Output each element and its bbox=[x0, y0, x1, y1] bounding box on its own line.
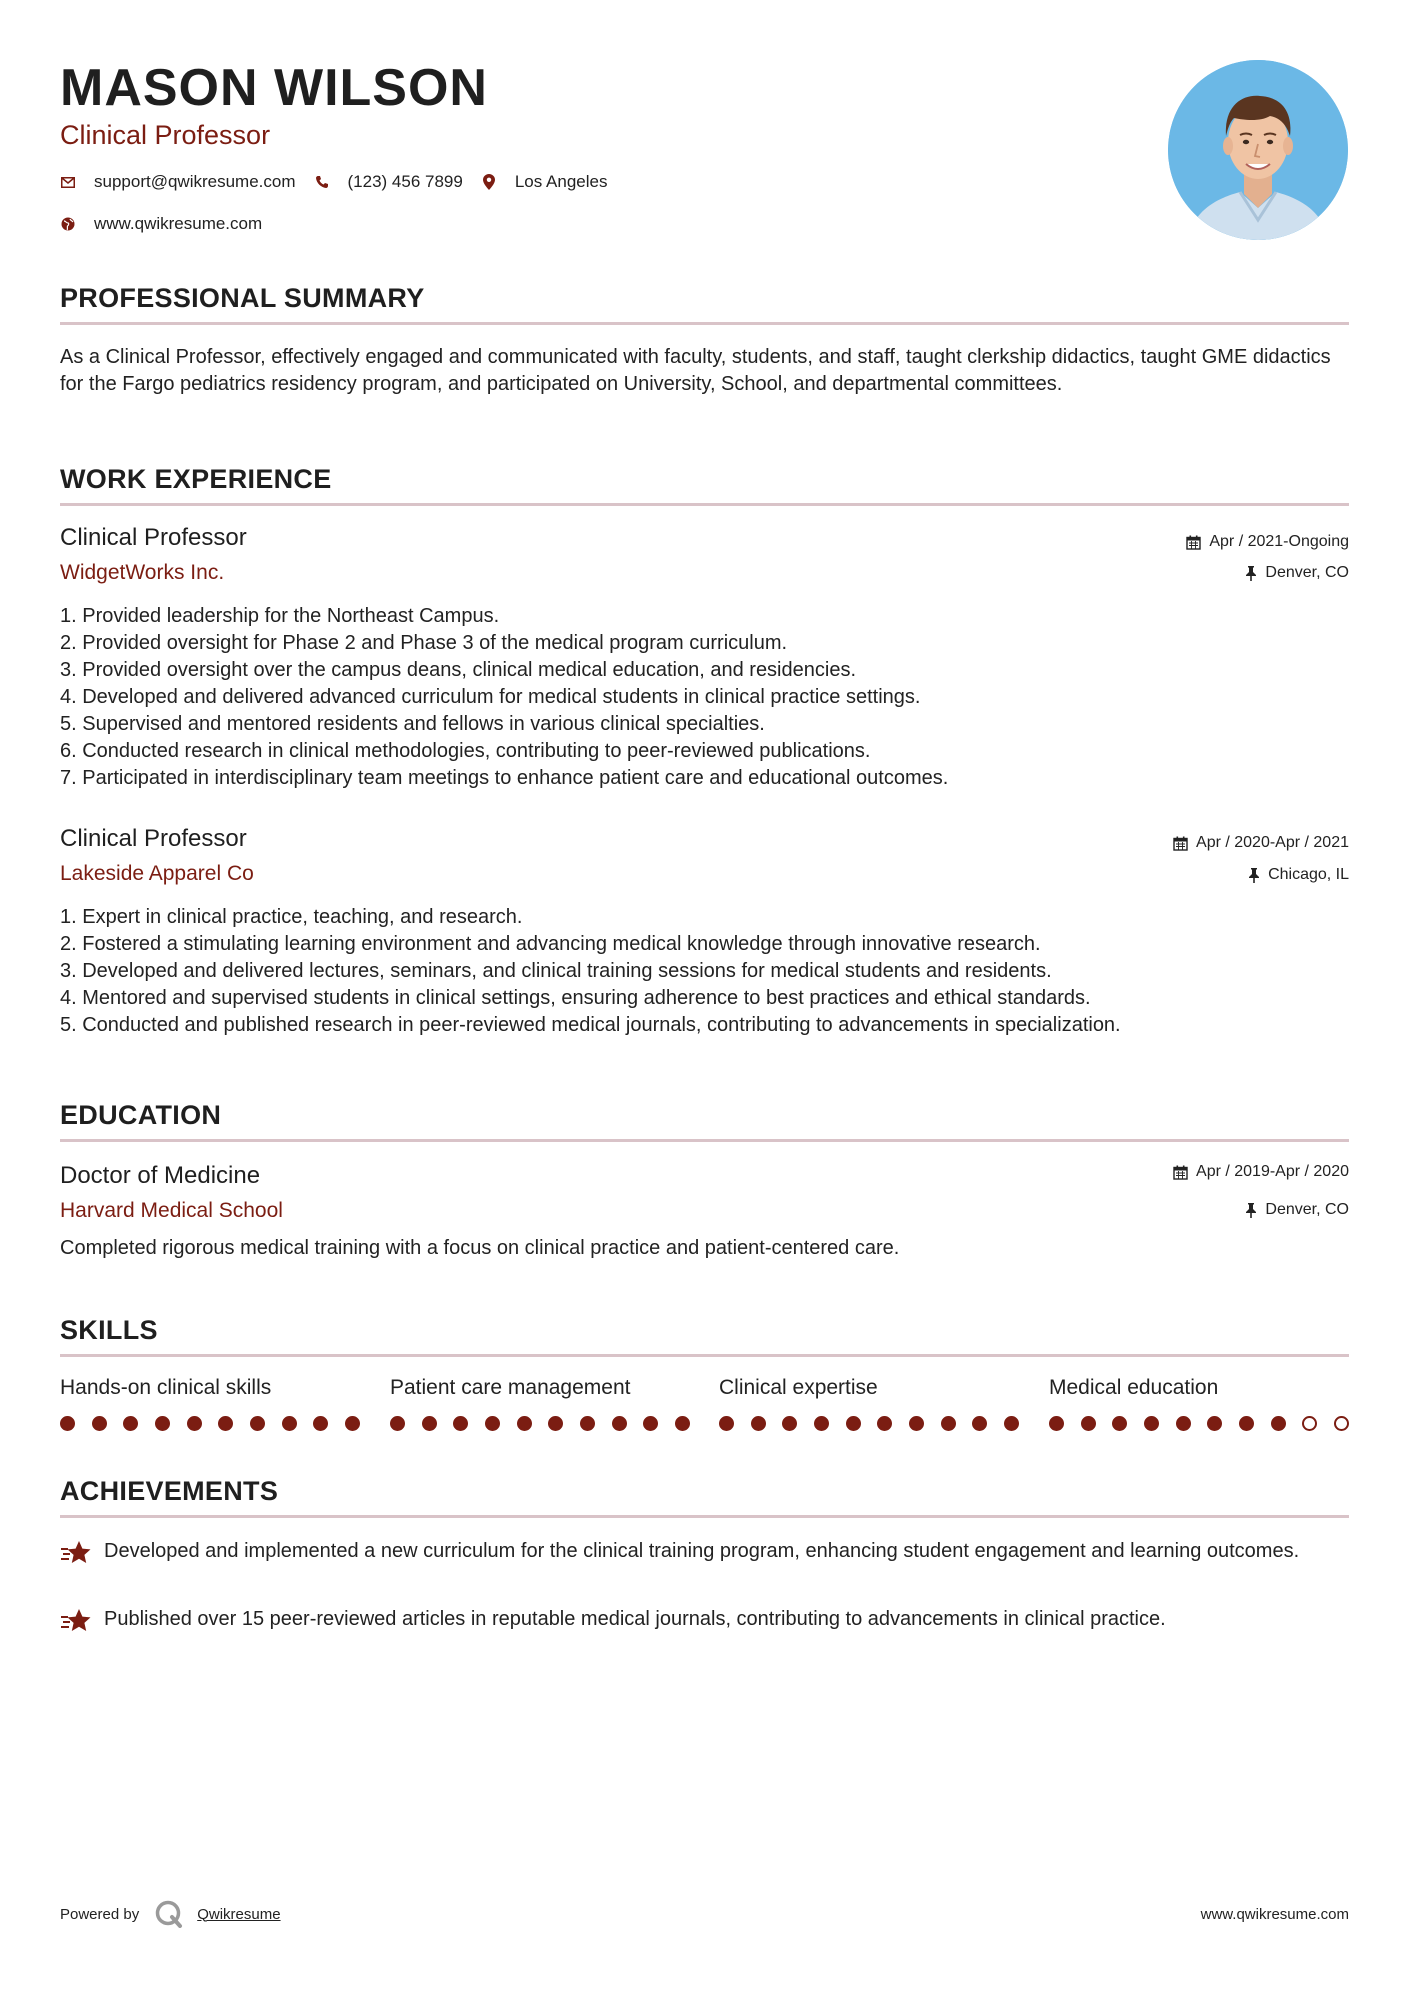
rating-dot-filled bbox=[1004, 1416, 1019, 1431]
skills-heading: SKILLS bbox=[60, 1315, 158, 1345]
job-1-location bbox=[1245, 564, 1349, 582]
job-2-responsibilities bbox=[60, 904, 1349, 1039]
rating-dot-filled bbox=[422, 1416, 437, 1431]
rating-dot-filled bbox=[643, 1416, 658, 1431]
star-icon bbox=[60, 1538, 92, 1568]
rating-dot-filled bbox=[517, 1416, 532, 1431]
rating-dot-filled bbox=[675, 1416, 690, 1431]
rating-dot-filled bbox=[218, 1416, 233, 1431]
list-item: 1. Provided leadership for the Northeast Campus. bbox=[60, 605, 500, 627]
rating-dot-filled bbox=[580, 1416, 595, 1431]
skill-1-rating bbox=[60, 1416, 360, 1431]
rating-dot-filled bbox=[1049, 1416, 1064, 1431]
skill-4 bbox=[1049, 1376, 1349, 1431]
rating-dot-filled bbox=[1081, 1416, 1096, 1431]
rating-dot-filled bbox=[877, 1416, 892, 1431]
skill-4-rating bbox=[1049, 1416, 1349, 1431]
rating-dot-filled bbox=[92, 1416, 107, 1431]
avatar bbox=[1168, 60, 1348, 240]
rating-dot-filled bbox=[60, 1416, 75, 1431]
list-item: 4. Mentored and supervised students in clinical settings, ensuring adherence to best practices and ethical standards. bbox=[60, 987, 1091, 1009]
summary-heading: PROFESSIONAL SUMMARY bbox=[60, 283, 425, 313]
list-item: 7. Participated in interdisciplinary team meetings to enhance patient care and educational outcomes. bbox=[60, 767, 949, 789]
achievements-divider bbox=[60, 1515, 1349, 1518]
summary-text: As a Clinical Professor, effectively engaged and communicated with faculty, students, and staff, taught clerkship didactics, taught GME didactics for the Fargo pediatrics residency program, and participated on University, School, and departmental committees. bbox=[60, 346, 1331, 395]
skill-1-name: Hands-on clinical skills bbox=[60, 1376, 272, 1399]
achievement-1 bbox=[60, 1538, 1349, 1568]
skill-3-name: Clinical expertise bbox=[719, 1376, 878, 1399]
job-1-company: WidgetWorks Inc. bbox=[60, 561, 225, 584]
achievement-2 bbox=[60, 1606, 1349, 1636]
education-dates-text: Apr / 2019-Apr / 2020 bbox=[1196, 1163, 1349, 1180]
contact-location bbox=[481, 172, 608, 192]
rating-dot-filled bbox=[548, 1416, 563, 1431]
candidate-title: Clinical Professor bbox=[60, 120, 271, 150]
map-pin-icon bbox=[481, 174, 497, 190]
list-item: 5. Supervised and mentored residents and fellows in various clinical specialties. bbox=[60, 713, 765, 735]
rating-dot-filled bbox=[345, 1416, 360, 1431]
list-item: 6. Conducted research in clinical methodologies, contributing to peer-reviewed publications. bbox=[60, 740, 871, 762]
rating-dot-empty bbox=[1334, 1416, 1349, 1431]
website-text: www.qwikresume.com bbox=[94, 214, 263, 233]
list-item: 2. Provided oversight for Phase 2 and Phase 3 of the medical program curriculum. bbox=[60, 632, 788, 654]
achievement-2-text: Published over 15 peer-reviewed articles in reputable medical journals, contributing to advancements in clinical practice. bbox=[104, 1608, 1166, 1630]
resume-page bbox=[60, 0, 1349, 1990]
skill-1 bbox=[60, 1376, 360, 1431]
skill-3-rating bbox=[719, 1416, 1019, 1431]
rating-dot-filled bbox=[846, 1416, 861, 1431]
job-2-dates bbox=[1173, 834, 1349, 852]
achievement-1-text: Developed and implemented a new curriculum for the clinical training program, enhancing student engagement and learning outcomes. bbox=[104, 1540, 1300, 1562]
job-2-dates-text: Apr / 2020-Apr / 2021 bbox=[1196, 834, 1349, 851]
pushpin-icon bbox=[1248, 868, 1260, 883]
skills-divider bbox=[60, 1354, 1349, 1357]
list-item: 3. Provided oversight over the campus deans, clinical medical education, and residencies. bbox=[60, 659, 856, 681]
envelope-icon bbox=[60, 174, 76, 190]
contact-website[interactable] bbox=[60, 214, 262, 234]
rating-dot-filled bbox=[751, 1416, 766, 1431]
rating-dot-filled bbox=[814, 1416, 829, 1431]
contact-row-1 bbox=[60, 172, 625, 192]
list-item: 2. Fostered a stimulating learning environment and advancing medical knowledge through innovative research. bbox=[60, 933, 1041, 955]
skill-2-name: Patient care management bbox=[390, 1376, 631, 1399]
rating-dot-filled bbox=[612, 1416, 627, 1431]
experience-divider bbox=[60, 503, 1349, 506]
rating-dot-filled bbox=[719, 1416, 734, 1431]
job-1-responsibilities bbox=[60, 603, 1349, 792]
rating-dot-filled bbox=[390, 1416, 405, 1431]
education-heading: EDUCATION bbox=[60, 1100, 222, 1130]
location-text: Los Angeles bbox=[514, 172, 608, 191]
qwikresume-logo-icon bbox=[155, 1900, 183, 1928]
rating-dot-filled bbox=[909, 1416, 924, 1431]
calendar-icon bbox=[1173, 836, 1188, 851]
skill-3 bbox=[719, 1376, 1019, 1431]
rating-dot-filled bbox=[155, 1416, 170, 1431]
phone-text: (123) 456 7899 bbox=[347, 172, 463, 191]
footer-powered-by bbox=[60, 1900, 281, 1928]
contact-phone[interactable] bbox=[314, 172, 463, 192]
education-location bbox=[1245, 1201, 1349, 1219]
calendar-icon bbox=[1173, 1165, 1188, 1180]
education-divider bbox=[60, 1139, 1349, 1142]
globe-icon bbox=[60, 216, 76, 232]
job-2-location-text: Chicago, IL bbox=[1268, 866, 1349, 883]
phone-icon bbox=[314, 174, 330, 190]
job-2-location bbox=[1248, 866, 1349, 884]
list-item: 1. Expert in clinical practice, teaching, and research. bbox=[60, 906, 523, 928]
rating-dot-filled bbox=[782, 1416, 797, 1431]
job-1-location-text: Denver, CO bbox=[1265, 564, 1349, 581]
rating-dot-filled bbox=[485, 1416, 500, 1431]
list-item: 5. Conducted and published research in peer-reviewed medical journals, contributing to advancements in specialization. bbox=[60, 1014, 1121, 1036]
candidate-name: MASON WILSON bbox=[60, 59, 488, 117]
rating-dot-empty bbox=[1302, 1416, 1317, 1431]
star-icon bbox=[60, 1606, 92, 1636]
rating-dot-filled bbox=[972, 1416, 987, 1431]
job-1-dates-text: Apr / 2021-Ongoing bbox=[1209, 533, 1349, 550]
achievements-heading: ACHIEVEMENTS bbox=[60, 1476, 279, 1506]
rating-dot-filled bbox=[1112, 1416, 1127, 1431]
skill-2 bbox=[390, 1376, 690, 1431]
pushpin-icon bbox=[1245, 566, 1257, 581]
experience-heading: WORK EXPERIENCE bbox=[60, 464, 332, 494]
rating-dot-filled bbox=[250, 1416, 265, 1431]
job-2-company: Lakeside Apparel Co bbox=[60, 862, 254, 885]
brand-link[interactable]: Qwikresume bbox=[197, 1905, 281, 1923]
rating-dot-filled bbox=[282, 1416, 297, 1431]
summary-divider bbox=[60, 322, 1349, 325]
pushpin-icon bbox=[1245, 1203, 1257, 1218]
calendar-icon bbox=[1186, 535, 1201, 550]
education-location-text: Denver, CO bbox=[1265, 1201, 1349, 1218]
job-1-dates bbox=[1186, 533, 1349, 551]
rating-dot-filled bbox=[1144, 1416, 1159, 1431]
rating-dot-filled bbox=[941, 1416, 956, 1431]
education-description: Completed rigorous medical training with a focus on clinical practice and patient-centered care. bbox=[60, 1237, 900, 1259]
skill-4-name: Medical education bbox=[1049, 1376, 1219, 1399]
rating-dot-filled bbox=[1271, 1416, 1286, 1431]
rating-dot-filled bbox=[1176, 1416, 1191, 1431]
contact-email[interactable] bbox=[60, 172, 296, 192]
job-2-role: Clinical Professor bbox=[60, 825, 247, 852]
contact-row-2 bbox=[60, 214, 280, 234]
rating-dot-filled bbox=[313, 1416, 328, 1431]
education-dates bbox=[1173, 1163, 1349, 1181]
email-text: support@qwikresume.com bbox=[94, 172, 296, 191]
rating-dot-filled bbox=[123, 1416, 138, 1431]
rating-dot-filled bbox=[187, 1416, 202, 1431]
education-school: Harvard Medical School bbox=[60, 1199, 283, 1222]
rating-dot-filled bbox=[1207, 1416, 1222, 1431]
list-item: 4. Developed and delivered advanced curriculum for medical students in clinical practice settings. bbox=[60, 686, 921, 708]
rating-dot-filled bbox=[1239, 1416, 1254, 1431]
footer-url[interactable]: www.qwikresume.com bbox=[1200, 1906, 1349, 1923]
rating-dot-filled bbox=[453, 1416, 468, 1431]
list-item: 3. Developed and delivered lectures, seminars, and clinical training sessions for medical students and residents. bbox=[60, 960, 1052, 982]
job-1-role: Clinical Professor bbox=[60, 524, 247, 551]
education-degree: Doctor of Medicine bbox=[60, 1162, 261, 1189]
powered-by-label: Powered by bbox=[60, 1905, 140, 1923]
skill-2-rating bbox=[390, 1416, 690, 1431]
